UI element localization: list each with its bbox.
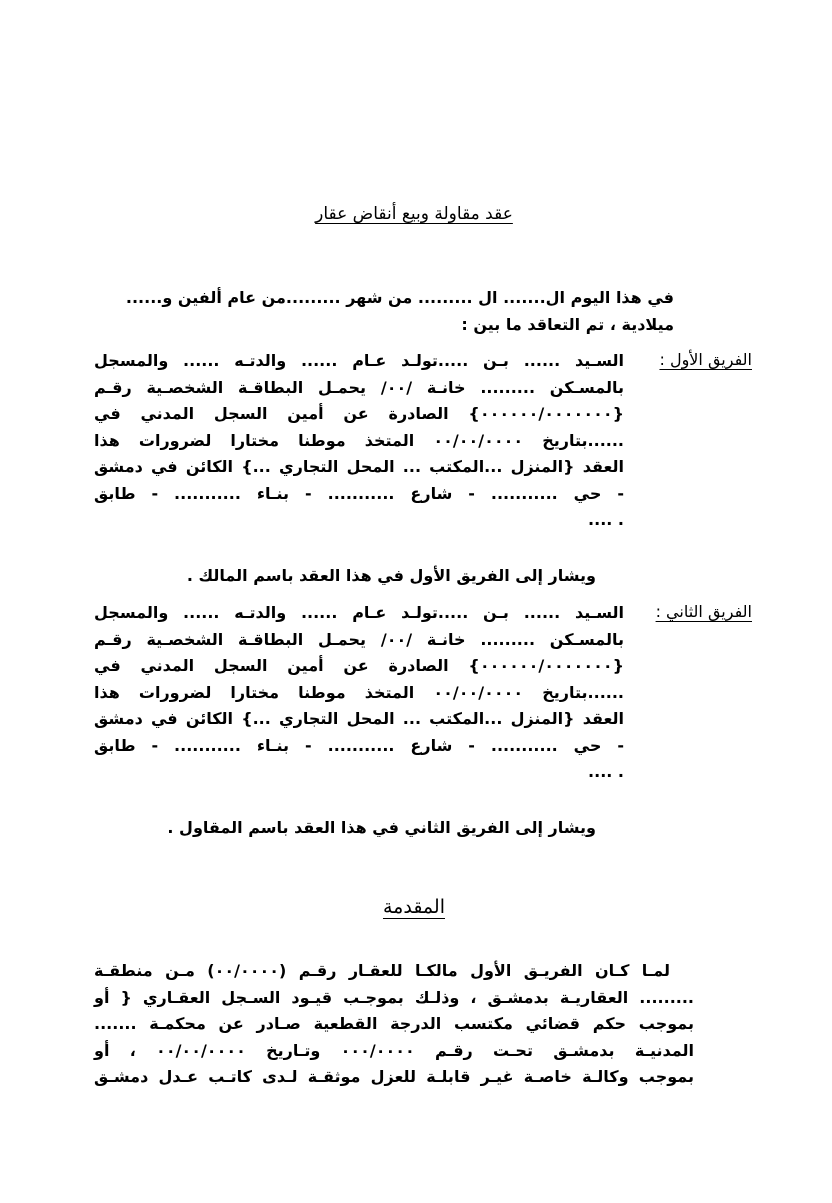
party-first-line: السـيد ...... بـن .....تولـد عـام ...... والدتـه ...... والمسجل [94,351,624,370]
party-first-label: الفريق الأول : [659,350,752,369]
party-first-line: ......بتاريخ ٠٠/٠٠/٠٠٠٠ المتخذ موطنا مختارا لضرورات هذا [94,430,625,450]
intro-line: ......... العقاريـة بدمشـق ، وذلـك بموجـب قيـود السـجل العقـاري { أو [94,987,694,1007]
opening-line: ميلادية ، تم التعاقد ما بين : [461,315,674,334]
party-second-label: الفريق الثاني : [655,602,752,621]
party-second-line: . .... [588,762,624,781]
intro-heading: المقدمة [382,896,445,918]
party-second-line: العقد {المنزل ...المكتب ... المحل التجاري ...} الكائن في دمشق [94,709,624,728]
party-first-note: ويشار إلى الفريق الأول في هذا العقد باسم المالك . [186,566,596,585]
party-first-line: بالمسـكن ......... خانـة /٠٠/ يحمـل البطاقـة الشخصـية رقـم [94,377,624,397]
opening-line: في هذا اليوم ال....... ال ......... من شهر .........من عام ألفين و...... [125,288,674,307]
party-first-line: {٠٠٠٠٠٠/٠٠٠٠٠٠٠} الصادرة عن أمين السجل المدني في [94,404,624,423]
document-title: عقد مقاولة وبيع أنقاض عقار [315,204,513,224]
party-first-details [94,348,624,534]
party-first-line: - حي ........... - شارع ........... - بنـاء ........... - طابق [94,483,624,503]
party-second-details [94,600,624,786]
party-second-line: {٠٠٠٠٠٠/٠٠٠٠٠٠٠} الصادرة عن أمين السجل المدني في [94,656,624,675]
party-first-line: العقد {المنزل ...المكتب ... المحل التجاري ...} الكائن في دمشق [94,457,624,476]
intro-line: المدنيـة بدمشـق تحـت رقـم ٠٠٠/٠٠٠٠ وتـاريخ ٠٠/٠٠/٠٠٠٠ ، أو [94,1040,694,1060]
intro-line: بموجب وكالـة خاصـة غيـر قابلـة للعزل موثقـة لـدى كاتـب عـدل دمشـق [94,1067,694,1086]
party-second-line: - حي ........... - شارع ........... - بنـاء ........... - طابق [94,735,624,755]
intro-paragraph [94,958,694,1091]
intro-line: بموجب حكم قضائي مكتسب الدرجة القطعية صـادر عن محكمـة ....... [94,1014,694,1033]
party-second-line: ......بتاريخ ٠٠/٠٠/٠٠٠٠ المتخذ موطنا مختارا لضرورات هذا [94,682,625,702]
party-second-note: ويشار إلى الفريق الثاني في هذا العقد باسم المقاول . [167,818,596,837]
party-second-line: السـيد ...... بـن .....تولـد عـام ...... والدتـه ...... والمسجل [94,603,624,622]
party-first-line: . .... [588,510,624,529]
intro-line: لمـا كـان الفريـق الأول مالكـا للعقـار رقـم (٠٠/٠٠٠٠) مـن منطقـة [94,961,671,980]
opening-paragraph [114,284,674,338]
party-second-line: بالمسـكن ......... خانـة /٠٠/ يحمـل البطاقـة الشخصـية رقـم [94,629,624,649]
